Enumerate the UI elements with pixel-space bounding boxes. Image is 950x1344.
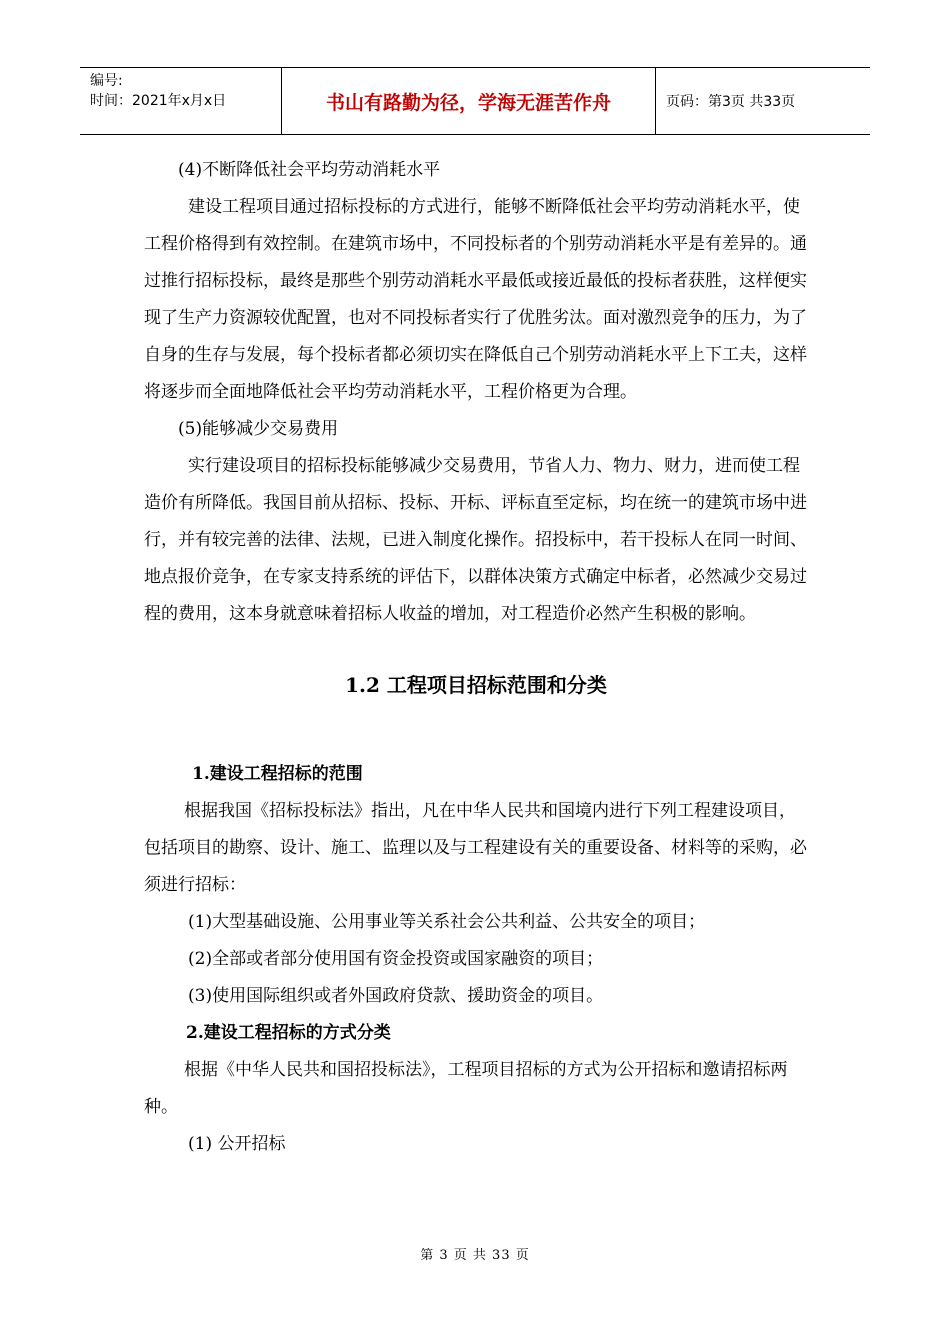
document-number-label: 编号: xyxy=(90,73,123,89)
subsection-heading: 1.建设工程招标的范围 xyxy=(192,764,363,784)
section-item-5: (5)能够减少交易费用 xyxy=(178,419,339,439)
header-meta xyxy=(80,68,282,134)
list-item: (1) 公开招标 xyxy=(188,1134,286,1154)
page-footer: 第 3 页 共 33 页 xyxy=(420,1248,530,1263)
paragraph: 实行建设项目的招标投标能够减少交易费用，节省人力、物力、财力，进而使工程造价有所降低。我国目前从招标、投标、开标、评标直至定标，均在统一的建筑市场中进行，并有较完善的法律、法规，已进入制度化操作。招投标中，若干投标人在同一时间、地点报价竞争，在专家支持系统的评估下，以群体决策方式确定中标者，必然减少交易过程的费用，这本身就意味着招标人收益的增加，对工程造价必然产生积极的影响。 xyxy=(144,456,807,624)
document-body xyxy=(144,152,808,1163)
section-heading: 1.2 工程项目招标范围和分类 xyxy=(345,673,607,697)
list-item: (2)全部或者部分使用国有资金投资或国家融资的项目； xyxy=(188,949,604,969)
paragraph: 根据我国《招标投标法》指出，凡在中华人民共和国境内进行下列工程建设项目，包括项目的勘察、设计、施工、监理以及与工程建设有关的重要设备、材料等的采购，必须进行招标： xyxy=(144,801,807,895)
document-date: 时间：2021年x月x日 xyxy=(90,93,227,109)
paragraph: 建设工程项目通过招标投标的方式进行，能够不断降低社会平均劳动消耗水平，使工程价格得到有效控制。在建筑市场中，不同投标者的个别劳动消耗水平是有差异的。通过推行招标投标，最终是那些个别劳动消耗水平最低或接近最低的投标者获胜，这样便实现了生产力资源较优配置，也对不同投标者实行了优胜劣汰。面对激烈竞争的压力，为了自身的生存与发展，每个投标者都必须切实在降低自己个别劳动消耗水平上下工夫，这样将逐步而全面地降低社会平均劳动消耗水平，工程价格更为合理。 xyxy=(144,197,807,402)
list-item: (1)大型基础设施、公用事业等关系社会公共利益、公共安全的项目； xyxy=(188,912,706,932)
paragraph: 根据《中华人民共和国招投标法》，工程项目招标的方式为公开招标和邀请招标两种。 xyxy=(144,1060,788,1117)
section-item-4: (4)不断降低社会平均劳动消耗水平 xyxy=(178,160,441,180)
header-motto: 书山有路勤为径，学海无涯苦作舟 xyxy=(282,68,656,134)
subsection-heading: 2.建设工程招标的方式分类 xyxy=(186,1023,391,1043)
header-page-info: 页码：第3页 共33页 xyxy=(666,94,796,110)
page-header xyxy=(80,67,870,135)
list-item: (3)使用国际组织或者外国政府贷款、援助资金的项目。 xyxy=(188,986,604,1006)
